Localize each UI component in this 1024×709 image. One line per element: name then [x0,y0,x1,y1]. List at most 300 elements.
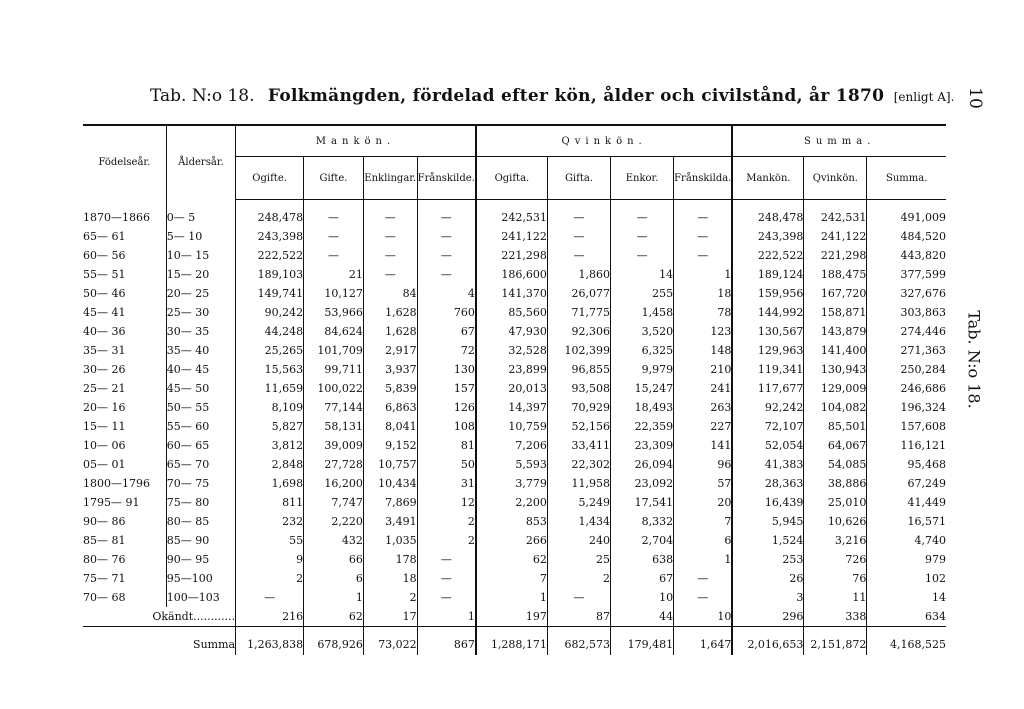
aldersar-cell: 45— 50 [166,379,235,398]
table-cell: 216 [236,607,304,627]
population-table [83,124,946,655]
table-row [83,474,946,493]
col-fodelsear: Födelseår. [98,157,151,169]
table-cell: 5,249 [547,493,610,512]
fodelsear-cell: 35— 31 [83,344,126,357]
table-cell: 240 [547,531,610,550]
aldersar-cell: 40— 45 [166,360,235,379]
table-cell: 90,242 [236,303,304,322]
table-cell: 186,600 [476,265,548,284]
group-qvinkon: Qvinkön. [476,125,733,157]
table-cell: 338 [804,607,867,627]
table-cell: 102 [867,569,946,588]
table-cell: 62 [476,550,548,569]
fodelsear-cell: 80— 76 [83,553,126,566]
table-row [83,360,946,379]
table-cell: 130,567 [732,322,804,341]
table-cell: — [547,588,610,607]
table-cell: 255 [611,284,674,303]
table-cell: — [304,200,364,228]
table-cell: 3,779 [476,474,548,493]
table-cell: 41,383 [732,455,804,474]
table-cell: 144,992 [732,303,804,322]
table-cell: — [417,246,476,265]
fodelsear-cell: 20— 16 [83,401,126,414]
table-cell: 7,747 [304,493,364,512]
table-cell: 126 [417,398,476,417]
table-cell: 189,124 [732,265,804,284]
table-cell: 7 [476,569,548,588]
table-cell: 377,599 [867,265,946,284]
aldersar-cell: 55— 60 [166,417,235,436]
table-cell: — [674,569,733,588]
table-cell: 811 [236,493,304,512]
table-cell: 678,926 [304,627,364,656]
table-cell: 296 [732,607,804,627]
table-cell: 10 [674,607,733,627]
table-row [83,512,946,531]
table-cell: 1,458 [611,303,674,322]
table-row [83,569,946,588]
table-cell: 2,200 [476,493,548,512]
table-title [150,86,954,106]
table-cell: 41,449 [867,493,946,512]
table-cell: 5,593 [476,455,548,474]
table-cell: 10,127 [304,284,364,303]
table-row [83,322,946,341]
side-label: Tab. N:o 18. [964,310,984,409]
table-cell: 20,013 [476,379,548,398]
col-s-qvinkon: Qvinkön. [804,157,867,200]
table-cell: 52,054 [732,436,804,455]
table-cell: 18 [674,284,733,303]
table-cell: 4 [417,284,476,303]
fodelsear-cell: 1795— 91 [83,496,140,509]
col-q-enkor: Enkor. [611,157,674,200]
table-cell: 243,398 [732,227,804,246]
col-m-gifte: Gifte. [304,157,364,200]
okand-row [83,607,946,627]
table-row [83,379,946,398]
table-cell: 726 [804,550,867,569]
aldersar-cell: 15— 20 [166,265,235,284]
table-cell: — [547,200,610,228]
table-cell: 4,740 [867,531,946,550]
table-cell: 242,531 [804,200,867,228]
table-cell: 18,493 [611,398,674,417]
table-cell: 432 [304,531,364,550]
table-cell: 143,879 [804,322,867,341]
table-cell: 253 [732,550,804,569]
table-cell: — [611,227,674,246]
table-cell: 9,979 [611,360,674,379]
table-cell: 2,220 [304,512,364,531]
table-cell: 76 [804,569,867,588]
group-mankon: Mankön. [236,125,476,157]
table-cell: 23,092 [611,474,674,493]
table-cell: 32,528 [476,341,548,360]
table-cell: 271,363 [867,341,946,360]
table-cell: 222,522 [236,246,304,265]
table-cell: 1,647 [674,627,733,656]
table-cell: 263 [674,398,733,417]
table-cell: — [363,227,417,246]
table-cell: 158,871 [804,303,867,322]
table-cell: 157,608 [867,417,946,436]
table-cell: 7,869 [363,493,417,512]
table-cell: 10,434 [363,474,417,493]
table-cell: 72 [417,341,476,360]
aldersar-cell: 5— 10 [166,227,235,246]
table-cell: 23,899 [476,360,548,379]
table-cell: 2,016,653 [732,627,804,656]
aldersar-cell: 100—103 [166,588,235,607]
table-cell: 12 [417,493,476,512]
table-cell: 178 [363,550,417,569]
table-cell: 3,812 [236,436,304,455]
aldersar-cell: 70— 75 [166,474,235,493]
table-cell: 52,156 [547,417,610,436]
table-cell: — [304,246,364,265]
table-cell: 189,103 [236,265,304,284]
table-cell: 2 [236,569,304,588]
table-cell: 443,820 [867,246,946,265]
aldersar-cell: 95—100 [166,569,235,588]
table-cell: 7,206 [476,436,548,455]
fodelsear-cell: 10— 06 [83,439,126,452]
table-cell: 141,370 [476,284,548,303]
table-cell: 72,107 [732,417,804,436]
table-cell: 33,411 [547,436,610,455]
table-cell: — [547,246,610,265]
table-cell: 44,248 [236,322,304,341]
table-row [83,265,946,284]
aldersar-cell: 10— 15 [166,246,235,265]
table-cell: 1 [476,588,548,607]
table-cell: 1,628 [363,303,417,322]
table-cell: 108 [417,417,476,436]
table-row [83,493,946,512]
table-cell: 9 [236,550,304,569]
table-cell: 78 [674,303,733,322]
fodelsear-cell: 05— 01 [83,458,126,471]
summa-row [83,627,946,656]
table-cell: 303,863 [867,303,946,322]
title-text: Folkmängden, fördelad efter kön, ålder och civilstånd, år 1870 [267,86,885,106]
table-cell: 38,886 [804,474,867,493]
table-cell: — [417,569,476,588]
table-cell: 8,332 [611,512,674,531]
table-cell: 39,009 [304,436,364,455]
table-cell: 22,302 [547,455,610,474]
aldersar-cell: 80— 85 [166,512,235,531]
table-cell: 28,363 [732,474,804,493]
table-cell: 17 [363,607,417,627]
table-cell: 188,475 [804,265,867,284]
table-cell: 3 [732,588,804,607]
table-cell: 159,956 [732,284,804,303]
table-cell: — [363,200,417,228]
table-cell: — [417,200,476,228]
table-cell: 8,109 [236,398,304,417]
table-cell: 979 [867,550,946,569]
table-cell: 67,249 [867,474,946,493]
table-cell: 119,341 [732,360,804,379]
table-cell: 141 [674,436,733,455]
table-cell: 100,022 [304,379,364,398]
table-cell: 14,397 [476,398,548,417]
table-cell: 10 [611,588,674,607]
col-q-franskilda: Frånskilda. [674,157,733,200]
table-cell: 53,966 [304,303,364,322]
fodelsear-cell: 55— 51 [83,268,126,281]
table-cell: 62 [304,607,364,627]
table-cell: 55 [236,531,304,550]
table-cell: 14 [867,588,946,607]
table-cell: 248,478 [732,200,804,228]
table-cell: 1 [674,265,733,284]
table-cell: — [674,200,733,228]
table-cell: 1,035 [363,531,417,550]
table-cell: 4,168,525 [867,627,946,656]
fodelsear-cell: 90— 86 [83,515,126,528]
table-row [83,303,946,322]
aldersar-cell: 20— 25 [166,284,235,303]
table-cell: 1,628 [363,322,417,341]
col-m-enklingar: Enklingar. [363,157,417,200]
table-cell: 9,152 [363,436,417,455]
table-cell: 20 [674,493,733,512]
table-row [83,227,946,246]
table-cell: 867 [417,627,476,656]
table-cell: — [547,227,610,246]
aldersar-cell: 25— 30 [166,303,235,322]
table-cell: 210 [674,360,733,379]
fodelsear-cell: 15— 11 [83,420,126,433]
table-row [83,531,946,550]
table-row [83,550,946,569]
table-cell: — [674,588,733,607]
table-cell: — [417,265,476,284]
group-summa: Summa. [732,125,946,157]
table-cell: 96,855 [547,360,610,379]
table-cell: 47,930 [476,322,548,341]
table-cell: 14 [611,265,674,284]
table-cell: 104,082 [804,398,867,417]
table-cell: 116,121 [867,436,946,455]
table-cell: 250,284 [867,360,946,379]
table-cell: 682,573 [547,627,610,656]
table-cell: 26,077 [547,284,610,303]
table-cell: 92,242 [732,398,804,417]
title-note: [enligt A]. [893,90,955,104]
table-cell: 67 [417,322,476,341]
table-cell: 96 [674,455,733,474]
table-cell: 73,022 [363,627,417,656]
table-cell: 16,571 [867,512,946,531]
table-cell: 129,963 [732,341,804,360]
table-cell: 1 [304,588,364,607]
table-cell: 149,741 [236,284,304,303]
fodelsear-cell: 1800—1796 [83,477,150,490]
table-row [83,455,946,474]
table-cell: 44 [611,607,674,627]
table-cell: 1,860 [547,265,610,284]
table-cell: 484,520 [867,227,946,246]
table-cell: 246,686 [867,379,946,398]
table-cell: 25 [547,550,610,569]
table-cell: 179,481 [611,627,674,656]
table-cell: — [236,588,304,607]
table-cell: 853 [476,512,548,531]
table-cell: 2,704 [611,531,674,550]
table-cell: 10,757 [363,455,417,474]
table-cell: 248,478 [236,200,304,228]
table-cell: 241 [674,379,733,398]
table-cell: 15,247 [611,379,674,398]
table-cell: 197 [476,607,548,627]
table-cell: 77,144 [304,398,364,417]
table-cell: 6,863 [363,398,417,417]
table-cell: 1,698 [236,474,304,493]
col-m-ogifte: Ogifte. [236,157,304,200]
table-cell: 243,398 [236,227,304,246]
table-cell: 2 [417,512,476,531]
table-cell: 760 [417,303,476,322]
table-cell: 221,298 [476,246,548,265]
table-cell: 50 [417,455,476,474]
table-cell: 6 [674,531,733,550]
table-cell: — [363,265,417,284]
table-cell: 87 [547,607,610,627]
table-row [83,588,946,607]
aldersar-cell: 35— 40 [166,341,235,360]
table-cell: 11,659 [236,379,304,398]
table-cell: 221,298 [804,246,867,265]
table-row [83,246,946,265]
table-cell: 81 [417,436,476,455]
table-cell: 242,531 [476,200,548,228]
table-cell: 1,263,838 [236,627,304,656]
table-cell: 3,520 [611,322,674,341]
table-cell: 10,759 [476,417,548,436]
fodelsear-cell: 65— 61 [83,230,126,243]
table-cell: 2 [363,588,417,607]
table-row [83,200,946,228]
table-cell: — [674,227,733,246]
fodelsear-cell: 40— 36 [83,325,126,338]
fodelsear-cell: 50— 46 [83,287,126,300]
table-cell: 5,945 [732,512,804,531]
fodelsear-cell: 75— 71 [83,572,126,585]
table-cell: 25,265 [236,341,304,360]
table-cell: 2,151,872 [804,627,867,656]
table-cell: — [417,550,476,569]
col-s-summa: Summa. [867,157,946,200]
col-q-gifta: Gifta. [547,157,610,200]
table-cell: 157 [417,379,476,398]
table-cell: 167,720 [804,284,867,303]
table-cell: 18 [363,569,417,588]
table-cell: 222,522 [732,246,804,265]
table-cell: 638 [611,550,674,569]
aldersar-cell: 75— 80 [166,493,235,512]
table-cell: 85,501 [804,417,867,436]
okand-label: Okändt............ [83,607,236,627]
table-cell: 3,216 [804,531,867,550]
table-cell: 241,122 [804,227,867,246]
table-cell: 148 [674,341,733,360]
col-q-ogifta: Ogifta. [476,157,548,200]
aldersar-cell: 0— 5 [166,200,235,228]
table-row [83,398,946,417]
table-cell: 15,563 [236,360,304,379]
tab-number: Tab. N:o 18. [150,86,255,106]
table-cell: — [674,246,733,265]
table-cell: 7 [674,512,733,531]
table-cell: 21 [304,265,364,284]
page-number: 10 [964,87,985,109]
table-cell: 84 [363,284,417,303]
table-cell: 54,085 [804,455,867,474]
table-cell: 117,677 [732,379,804,398]
fodelsear-cell: 70— 68 [83,591,126,604]
table-cell: 66 [304,550,364,569]
aldersar-cell: 85— 90 [166,531,235,550]
table-cell: 327,676 [867,284,946,303]
table-cell: 123 [674,322,733,341]
table-cell: — [304,227,364,246]
table-cell: 71,775 [547,303,610,322]
table-cell: 99,711 [304,360,364,379]
aldersar-cell: 60— 65 [166,436,235,455]
fodelsear-cell: 30— 26 [83,363,126,376]
table-cell: 67 [611,569,674,588]
table-cell: 1,434 [547,512,610,531]
table-cell: — [417,588,476,607]
table-cell: 2 [547,569,610,588]
table-cell: 196,324 [867,398,946,417]
table-cell: 227 [674,417,733,436]
table-cell: 102,399 [547,341,610,360]
table-cell: 26,094 [611,455,674,474]
summa-label: Summa [193,637,236,651]
fodelsear-cell: 25— 21 [83,382,126,395]
table-cell: 1 [417,607,476,627]
table-cell: — [363,246,417,265]
table-cell: 10,626 [804,512,867,531]
table-cell: 1 [674,550,733,569]
table-cell: 232 [236,512,304,531]
table-cell: 26 [732,569,804,588]
table-cell: 130,943 [804,360,867,379]
table-cell: 141,400 [804,341,867,360]
table-cell: 634 [867,607,946,627]
table-cell: 129,009 [804,379,867,398]
table-cell: 93,508 [547,379,610,398]
table-cell: — [417,227,476,246]
table-cell: 2,848 [236,455,304,474]
table-cell: 11,958 [547,474,610,493]
table-cell: 266 [476,531,548,550]
aldersar-cell: 90— 95 [166,550,235,569]
table-cell: 57 [674,474,733,493]
table-cell: 2,917 [363,341,417,360]
col-m-franskilde: Frånskilde. [417,157,476,200]
table-cell: 5,839 [363,379,417,398]
table-cell: 92,306 [547,322,610,341]
fodelsear-cell: 85— 81 [83,534,126,547]
